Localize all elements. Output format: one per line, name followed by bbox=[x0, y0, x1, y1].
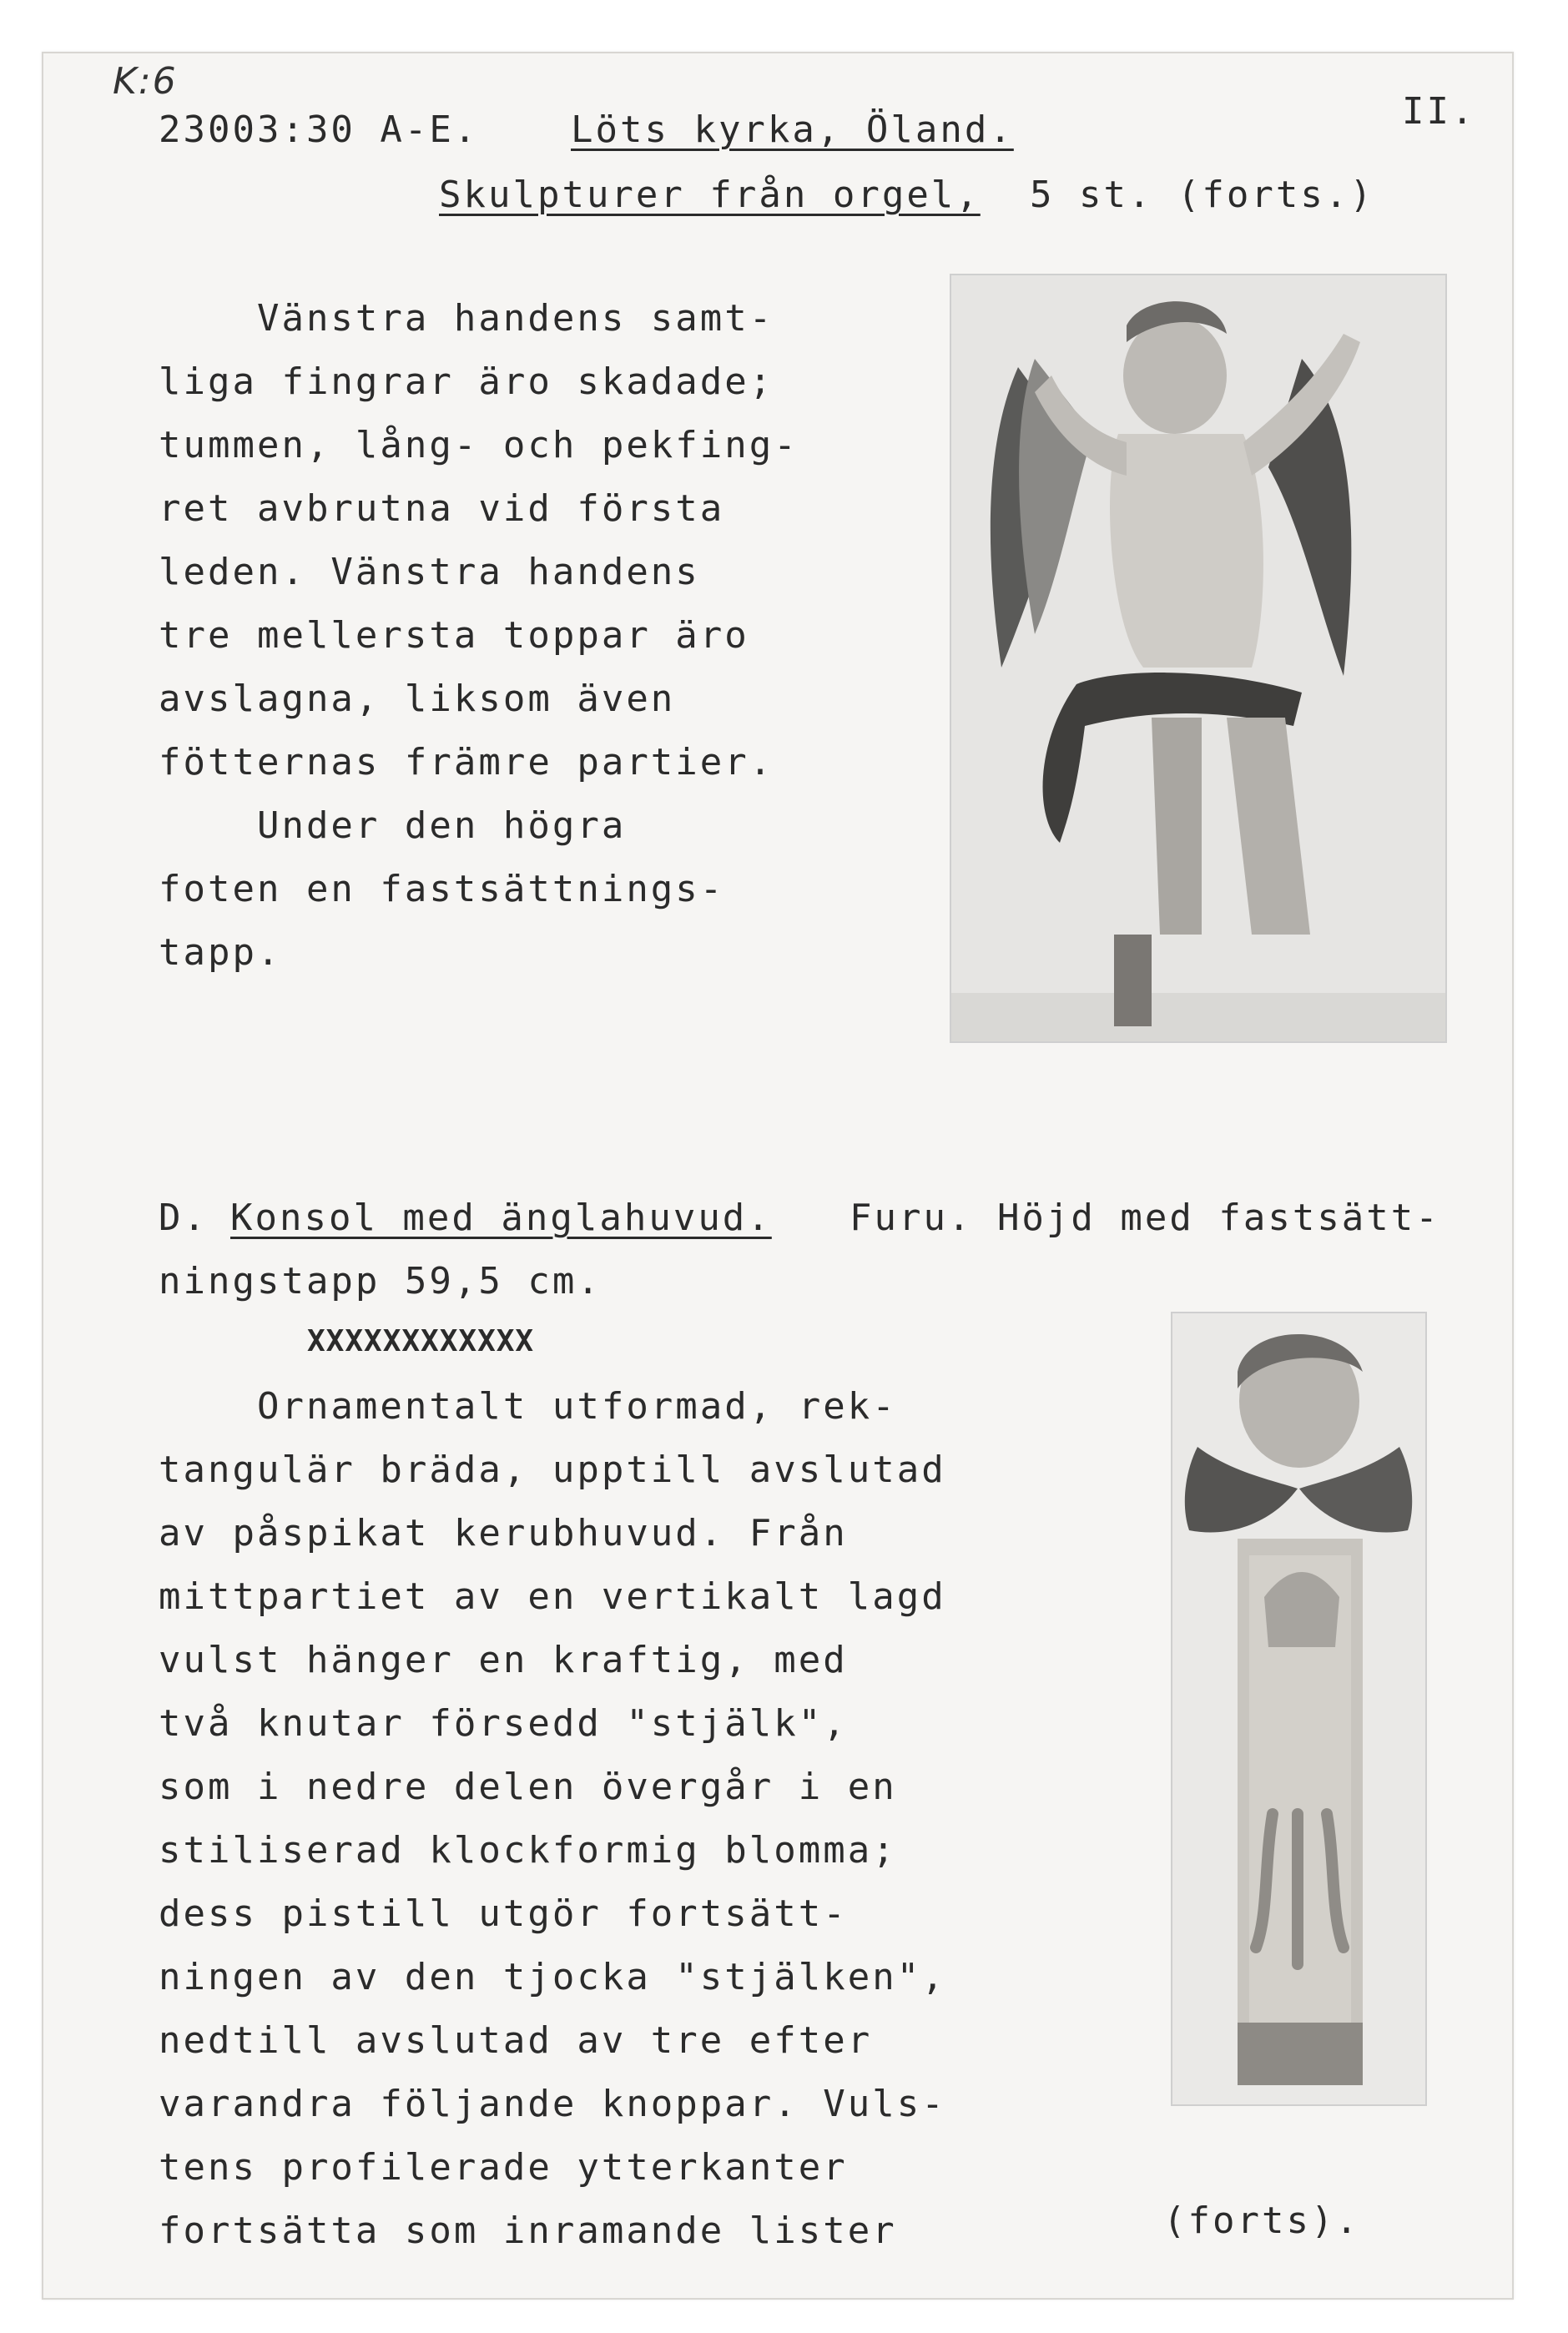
section-d-letter: D. bbox=[159, 1197, 208, 1239]
text-line: tre mellersta toppar äro bbox=[159, 614, 749, 657]
console-photo bbox=[1171, 1312, 1427, 2106]
subtitle-rest: 5 st. (forts.) bbox=[1030, 174, 1374, 216]
catalog-number: 23003:30 A-E. bbox=[159, 108, 479, 151]
subtitle-underlined: Skulpturer från orgel, bbox=[439, 174, 981, 216]
text-line: av påspikat kerubhuvud. Från bbox=[159, 1512, 848, 1554]
text-line: fötternas främre partier. bbox=[159, 741, 774, 784]
struck-out-text: XXXXXXXXXXXX bbox=[307, 1324, 535, 1358]
text-line: Vänstra handens samt- bbox=[159, 297, 774, 340]
text-line: nedtill avslutad av tre efter bbox=[159, 2019, 873, 2062]
text-line: ret avbrutna vid första bbox=[159, 487, 725, 530]
text-line: som i nedre delen övergår i en bbox=[159, 1766, 897, 1808]
continued-note: (forts). bbox=[1163, 2199, 1360, 2242]
text-line: liga fingrar äro skadade; bbox=[159, 360, 774, 403]
text-line: foten en fastsättnings- bbox=[159, 868, 725, 910]
cherub-photo bbox=[950, 274, 1447, 1043]
text-line: Ornamentalt utformad, rek- bbox=[159, 1385, 897, 1428]
section-d-line2: ningstapp 59,5 cm. bbox=[159, 1260, 602, 1303]
text-line: vulst hänger en kraftig, med bbox=[159, 1639, 848, 1681]
handwritten-mark: K:6 bbox=[113, 60, 178, 103]
text-line: leden. Vänstra handens bbox=[159, 551, 700, 593]
page-marker: II. bbox=[1402, 90, 1476, 133]
text-line: fortsätta som inramande lister bbox=[159, 2210, 897, 2252]
text-line: avslagna, liksom även bbox=[159, 678, 676, 720]
text-line: tangulär bräda, upptill avslutad bbox=[159, 1449, 946, 1491]
text-line: Under den högra bbox=[159, 804, 627, 847]
text-line: tens profilerade ytterkanter bbox=[159, 2146, 848, 2189]
text-line: två knutar försedd "stjälk", bbox=[159, 1702, 848, 1745]
text-line: tapp. bbox=[159, 931, 282, 974]
section-d-title: Konsol med änglahuvud. bbox=[230, 1197, 772, 1239]
text-line: mittpartiet av en vertikalt lagd bbox=[159, 1575, 946, 1618]
section-d-material-height: Furu. Höjd med fastsätt- bbox=[850, 1197, 1440, 1239]
text-line: ningen av den tjocka "stjälken", bbox=[159, 1956, 946, 1998]
text-line: stiliserad klockformig blomma; bbox=[159, 1829, 897, 1872]
text-line: varandra följande knoppar. Vuls- bbox=[159, 2083, 946, 2125]
location-title: Löts kyrka, Öland. bbox=[571, 108, 1014, 151]
text-line: tummen, lång- och pekfing- bbox=[159, 424, 799, 466]
text-line: dess pistill utgör fortsätt- bbox=[159, 1892, 848, 1935]
